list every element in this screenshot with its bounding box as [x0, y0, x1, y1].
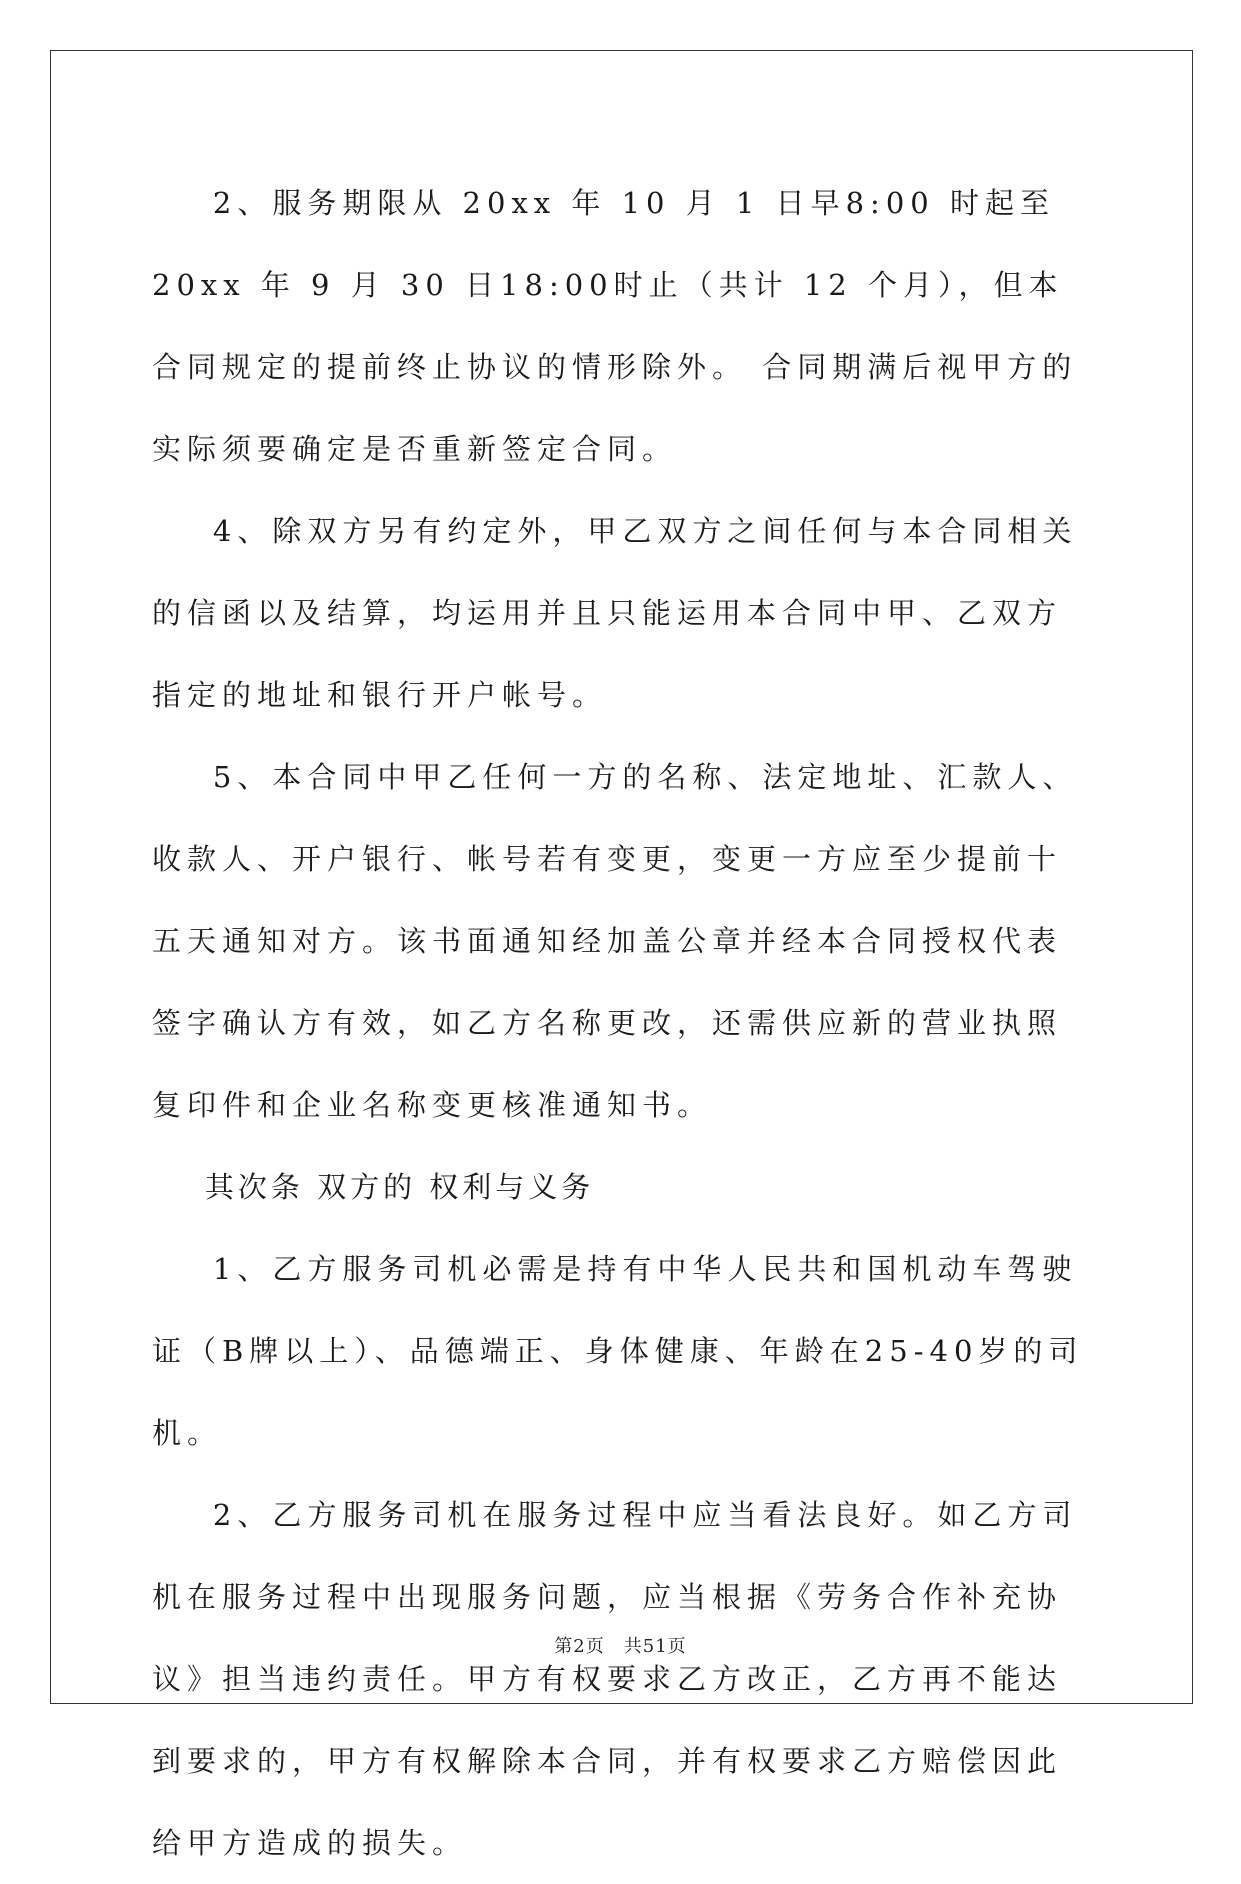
- paragraph-service-term: 2、服务期限从 20xx 年 10 月 1 日早8:00 时起至 20xx 年 9 月 30 日18:00时止（共计 12 个月），但本合同规定的提前终止协议的情形除外。 合同期满后视甲方的实际须要确定是否重新签定合同。: [152, 186, 1078, 466]
- paragraph-correspondence: 4、除双方另有约定外，甲乙双方之间任何与本合同相关的信函以及结算，均运用并且只能运用本合同中甲、乙双方指定的地址和银行开户帐号。: [152, 514, 1078, 712]
- section-heading: 其次条 双方的 权利与义务: [152, 1170, 595, 1204]
- page-number-footer: 第2页 共51页: [554, 1636, 687, 1657]
- paragraph-change-notice: 5、本合同中甲乙任何一方的名称、法定地址、汇款人、收款人、开户银行、帐号若有变更，变更一方应至少提前十五天通知对方。该书面通知经加盖公章并经本合同授权代表签字确认方有效，如乙方名称更改，还需供应新的营业执照复印件和企业名称变更核准通知书。: [152, 760, 1078, 1122]
- paragraph-driver-conduct: 2、乙方服务司机在服务过程中应当看法良好。如乙方司机在服务过程中出现服务问题，应当根据《劳务合作补充协议》担当违约责任。甲方有权要求乙方改正，乙方再不能达到要求的，甲方有权解除本合同，并有权要求乙方赔偿因此给甲方造成的损失。: [152, 1498, 1078, 1860]
- paragraph-driver-requirements: 1、乙方服务司机必需是持有中华人民共和国机动车驾驶证（B牌以上）、品德端正、身体健康、年龄在25-40岁的司机。: [152, 1252, 1084, 1450]
- document-body: [152, 162, 1092, 1884]
